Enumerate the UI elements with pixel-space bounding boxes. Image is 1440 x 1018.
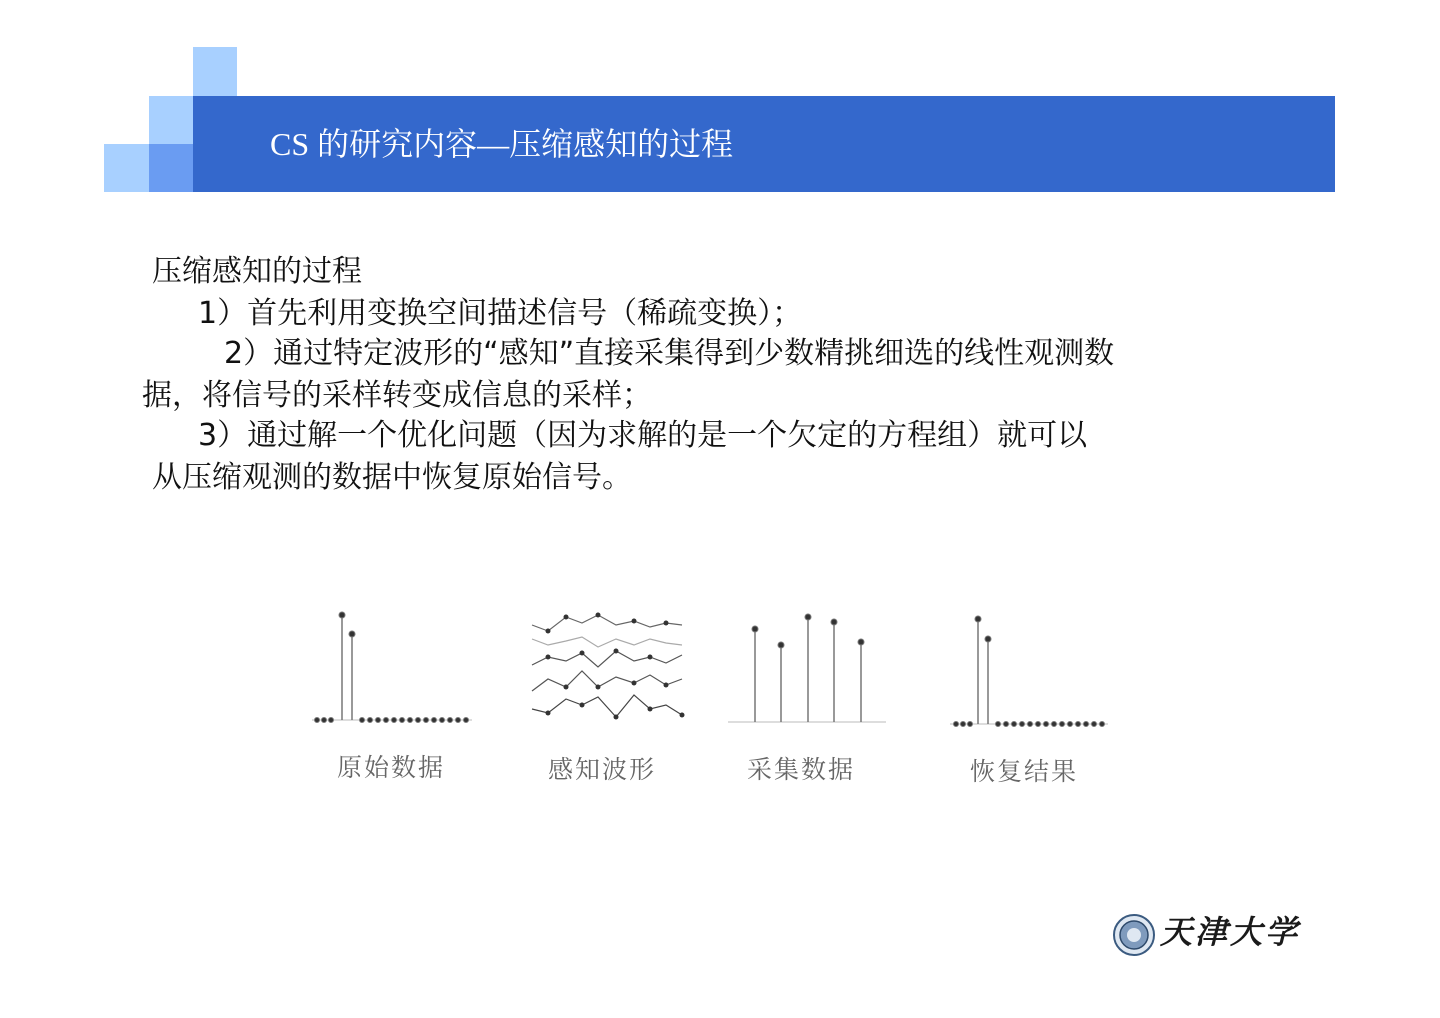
deco-square [104,144,149,192]
slide-title: CS 的研究内容—压缩感知的过程 [270,126,734,162]
body-line-5: 从压缩观测的数据中恢复原始信号。 [152,460,632,495]
original-data-plot [312,612,472,723]
body-line-3: 据，将信号的采样转变成信息的采样； [142,378,652,413]
deco-square [149,144,193,192]
caption-original-data: 原始数据 [337,753,446,782]
sensing-waveforms-plot [532,613,685,720]
body-line-4: 3）通过解一个优化问题（因为求解的是一个欠定的方程组）就可以 [198,418,1088,453]
university-name: 天津大学 [1160,913,1301,951]
caption-sensing-waveform: 感知波形 [548,755,657,784]
cs-process-illustration [300,595,1130,735]
body-heading: 压缩感知的过程 [152,254,362,289]
university-seal-icon [1112,910,1156,960]
deco-square [193,47,237,96]
cs-process-figure [300,595,1130,795]
body-line-2: 2）通过特定波形的“感知”直接采集得到少数精挑细选的线性观测数 [224,336,1115,371]
caption-recovered-result: 恢复结果 [970,757,1079,786]
body-line-1: 1）首先利用变换空间描述信号（稀疏变换）； [198,296,803,331]
recovered-result-plot [950,616,1108,727]
deco-square [149,96,193,144]
caption-sampled-data: 采集数据 [747,755,856,784]
sampled-data-plot [728,614,886,722]
